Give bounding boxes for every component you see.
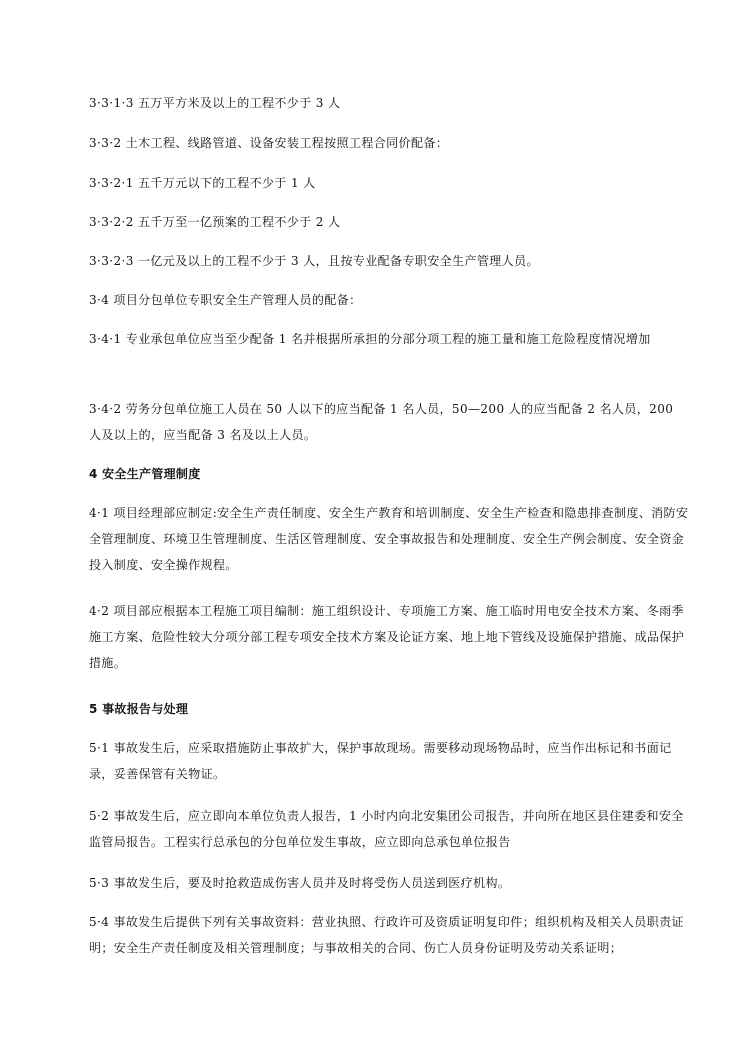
paragraph-3-3-2-2: 3·3·2·2 五千万至一亿预案的工程不少于 2 人 bbox=[89, 215, 341, 229]
paragraph-3-4-2: 3·4·2 劳务分包单位施工人员在 50 人以下的应当配备 1 名人员，50—200 人的应当配备 2 名人员，200 人及以上的，应当配备 3 名及以上人员。 bbox=[89, 402, 674, 442]
paragraph-5-1: 5·1 事故发生后，应采取措施防止事故扩大，保护事故现场。需要移动现场物品时，应当作出标记和书面记录，妥善保管有关物证。 bbox=[89, 741, 672, 781]
paragraph-3-3-2-3: 3·3·2·3 一亿元及以上的工程不少于 3 人，且按专业配备专职安全生产管理人员。 bbox=[89, 254, 539, 268]
paragraph-3-3-2: 3·3·2 土木工程、线路管道、设备安装工程按照工程合同价配备： bbox=[89, 136, 449, 150]
section-heading-4: 4 安全生产管理制度 bbox=[89, 467, 201, 481]
paragraph-4-2: 4·2 项目部应根据本工程施工项目编制：施工组织设计、专项施工方案、施工临时用电安全技术方案、冬雨季施工方案、危险性较大分项分部工程专项安全技术方案及论证方案、地上地下管线及设施保护措施、成品保护措施。 bbox=[89, 604, 685, 670]
paragraph-5-3: 5·3 事故发生后，要及时抢救造成伤害人员并及时将受伤人员送到医疗机构。 bbox=[89, 876, 511, 890]
paragraph-3-3-1-3: 3·3·1·3 五万平方米及以上的工程不少于 3 人 bbox=[89, 96, 341, 110]
paragraph-3-4: 3·4 项目分包单位专职安全生产管理人员的配备： bbox=[89, 293, 362, 307]
paragraph-5-2: 5·2 事故发生后，应立即向本单位负责人报告，1 小时内向北安集团公司报告，并向所在地区县住建委和安全监管局报告。工程实行总承包的分包单位发生事故，应立即向总承包单位报告 bbox=[89, 809, 684, 849]
paragraph-4-1: 4·1 项目经理部应制定:安全生产责任制度、安全生产教育和培训制度、安全生产检查和隐患排查制度、消防安全管理制度、环境卫生管理制度、生活区管理制度、安全事故报告和处理制度、安全生产例会制度、安全资金投入制度、安全操作规程。 bbox=[89, 506, 689, 572]
section-heading-5: 5 事故报告与处理 bbox=[89, 702, 189, 716]
paragraph-3-4-1: 3·4·1 专业承包单位应当至少配备 1 名并根据所承担的分部分项工程的施工量和施工危险程度情况增加 bbox=[89, 332, 651, 346]
paragraph-5-4: 5·4 事故发生后提供下列有关事故资料：营业执照、行政许可及资质证明复印件；组织机构及相关人员职责证明；安全生产责任制度及相关管理制度；与事故相关的合同、伤亡人员身份证明及劳动关系证明； bbox=[89, 915, 684, 955]
paragraph-3-3-2-1: 3·3·2·1 五千万元以下的工程不少于 1 人 bbox=[89, 176, 316, 190]
